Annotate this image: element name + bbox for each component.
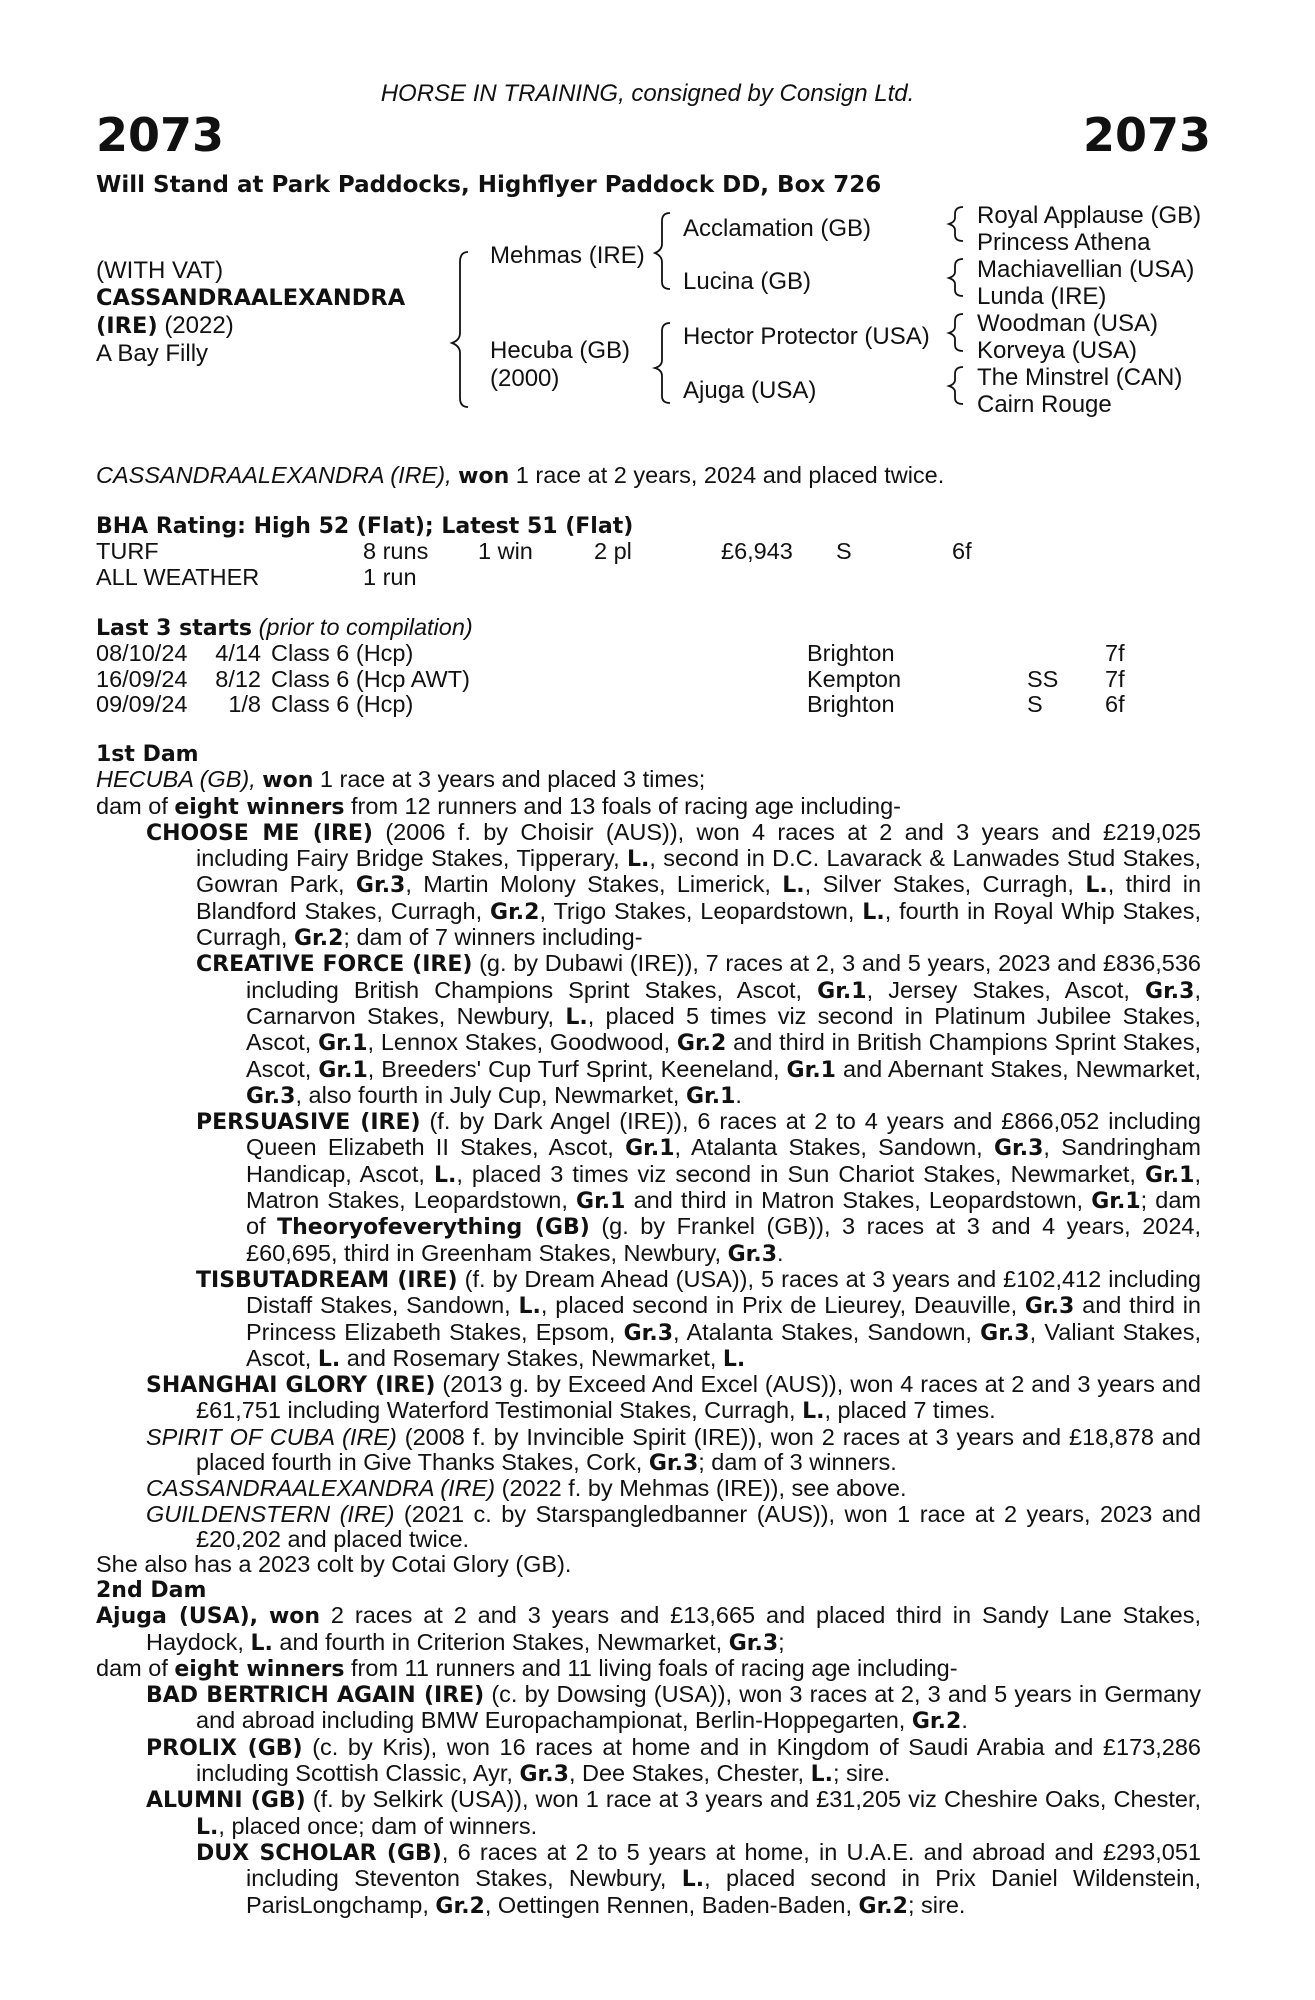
lot-number-left: 2073 — [96, 108, 225, 162]
ss-bracket — [949, 207, 963, 241]
sdd: Lunda (IRE) — [977, 283, 1107, 310]
ddd: Cairn Rouge — [977, 391, 1112, 418]
race-summary: CASSANDRAALEXANDRA (IRE), won 1 race at 2 years, 2024 and placed twice. — [96, 462, 945, 489]
cassandraalexandra-entry: CASSANDRAALEXANDRA (IRE) (2022 f. by Mehmas (IRE)), see above. — [146, 1475, 907, 1502]
dd-bracket — [949, 367, 963, 404]
horse-name: CASSANDRAALEXANDRA — [96, 285, 406, 311]
start-row: 16/09/24 8/12 Class 6 (Hcp AWT) Kempton SS 7f — [96, 665, 1125, 692]
persuasive-entry: PERSUASIVE (IRE) (f. by Dark Angel (IRE)), 6 races at 2 to 4 years and £866,052 including Queen Elizabeth II Stakes, Ascot, Gr.1, Atalanta Stakes, Sandown, Gr.3, Sandringham Handicap, Ascot, L., placed 3 times viz second in Sun Chariot Stakes, Newmarket, Gr.1, Matron Stakes, Leopardstown, Gr.1 and third in Matron Stakes, Leopardstown, Gr.1; dam of Theoryofeverything (GB) (g. by Frankel (GB)), 3 races at 3 and 4 years, 2024, £60,695, third in Greenham Stakes, Newbury, Gr.3. — [196, 1108, 1201, 1267]
stand-location: Will Stand at Park Paddocks, Highflyer Paddock DD, Box 726 — [96, 172, 882, 198]
bad-bertrich-entry: BAD BERTRICH AGAIN (IRE) (c. by Dowsing (USA)), won 3 races at 2, 3 and 5 years in Germany and abroad including BMW Europachampionat, Berlin-Hoppegarten, Gr.2. — [146, 1681, 1201, 1735]
dam-name: Hecuba (GB) — [490, 337, 631, 364]
dds: The Minstrel (CAN) — [977, 364, 1183, 391]
bha-rating: BHA Rating: High 52 (Flat); Latest 51 (Flat) — [96, 514, 634, 539]
guildenstern-entry: GUILDENSTERN (IRE) (2021 c. by Starspangledbanner (AUS)), won 1 race at 2 years, 2023 and £20,202 and placed twice. — [146, 1500, 1201, 1552]
lot-number-right: 2073 — [1082, 108, 1211, 162]
alumni-entry: ALUMNI (GB) (f. by Selkirk (USA)), won 1 race at 3 years and £31,205 viz Cheshire Oaks, Chester, L., placed once; dam of winners. — [146, 1786, 1201, 1840]
choose-me-entry: CHOOSE ME (IRE) (2006 f. by Choisir (AUS)), won 4 races at 2 and 3 years and £219,025 including Fairy Bridge Stakes, Tipperary, L., second in D.C. Lavarack & Lanwades Stud Stakes, Gowran Park, Gr.3, Martin Molony Stakes, Limerick, L., Silver Stakes, Curragh, L., third in Blandford Stakes, Curragh, Gr.2, Trigo Stakes, Leopardstown, L., fourth in Royal Whip Stakes, Curragh, Gr.2; dam of 7 winners including- — [146, 818, 1202, 952]
sire-sire: Acclamation (GB) — [683, 215, 872, 242]
turf-row: TURF 8 runs 1 win 2 pl £6,943 S 6f — [96, 538, 972, 565]
start-row: 08/10/24 4/14 Class 6 (Hcp) Brighton 7f — [96, 640, 1125, 667]
second-dam-section: 2nd Dam Ajuga (USA), won 2 races at 2 and 3 years and £13,665 and placed third in Sandy Lane Stakes, Haydock, L. and fourth in Criterion Stakes, Newmarket, Gr.3; dam of eight winners from 11 runners and 11 living foals of racing age including- BAD BERTRICH AGAIN (IRE) (c. by Dowsing (USA)), won 3 races at 2, 3 and 5 years in Germany and abroad including BMW Europachampionat, Berlin-Hoppegarten, Gr.2. PROLIX (GB) (c. by Kris), won 16 races at home and in Kingdom of Saudi Arabia and £173,286 including Scottish Classic, Ayr, Gr.3, Dee Stakes, Chester, L.; sire. ALUMNI (GB) (f. by Selkirk (USA)), won 1 race at 3 years and £31,205 viz Cheshire Oaks, Chester, L., placed once; dam of winners. DUX SCHOLAR (GB), 6 races at 2 to 5 years at home, in U.A.E. and abroad and £293,051 including Steventon Stakes, Newbury, L., placed second in Prix Daniel Wildenstein, ParisLongchamp, Gr.2, Oettingen Rennen, Baden-Baden, Gr.2; sire. — [96, 1578, 1202, 1919]
second-dam-heading: 2nd Dam — [96, 1578, 207, 1603]
vat-note: (WITH VAT) — [96, 257, 224, 284]
prolix-entry: PROLIX (GB) (c. by Kris), won 16 races at home and in Kingdom of Saudi Arabia and £173,286 including Scottish Classic, Ayr, Gr.3, Dee Stakes, Chester, L.; sire. — [146, 1733, 1201, 1788]
also-note: She also has a 2023 colt by Cotai Glory (GB). — [96, 1551, 572, 1578]
horse-description: A Bay Filly — [96, 340, 209, 367]
first-dam-section: 1st Dam HECUBA (GB), won 1 race at 3 years and placed 3 times; dam of eight winners from 12 runners and 13 foals of racing age including- CHOOSE ME (IRE) (2006 f. by Choisir (AUS)), won 4 races at 2 and 3 years and £219,025 including Fairy Bridge Stakes, Tipperary, L., second in D.C. Lavarack & Lanwades Stud Stakes, Gowran Park, Gr.3, Martin Molony Stakes, Limerick, L., Silver Stakes, Curragh, L., third in Blandford Stakes, Curragh, Gr.2, Trigo Stakes, Leopardstown, L., fourth in Royal Whip Stakes, Curragh, Gr.2; dam of 7 winners including- CREATIVE FORCE (IRE) (g. by Dubawi (IRE)), 7 races at 2, 3 and 5 years, 2023 and £836,536 including British Champions Sprint Stakes, Ascot, Gr.1, Jersey Stakes, Ascot, Gr.3, Carnarvon Stakes, Newbury, L., placed 5 times viz second in Platinum Jubilee Stakes, Ascot, Gr.1, Lennox Stakes, Goodwood, Gr.2 and third in British Champions Sprint Stakes, Ascot, Gr.1, Breeders' Cup Turf Sprint, Keeneland, Gr.1 and Abernant Stakes, Newmarket, Gr.3, also fourth in July Cup, Newmarket, Gr.1. PERSUASIVE (IRE) (f. by Dark Angel (IRE)), 6 races at 2 to 4 years and £866,052 including Queen Elizabeth II Stakes, Ascot, Gr.1, Atalanta Stakes, Sandown, Gr.3, Sandringham Handicap, Ascot, L., placed 3 times viz second in Sun Chariot Stakes, Newmarket, Gr.1, Matron Stakes, Leopardstown, Gr.1 and third in Matron Stakes, Leopardstown, Gr.1; dam of Theoryofeverything (GB) (g. by Frankel (GB)), 3 races at 3 and 4 years, 2024, £60,695, third in Greenham Stakes, Newbury, Gr.3. TISBUTADREAM (IRE) (f. by Dream Ahead (USA)), 5 races at 3 years and £102,412 including Distaff Stakes, Sandown, L., placed second in Prix de Lieurey, Deauville, Gr.3 and third in Princess Elizabeth Stakes, Epsom, Gr.3, Atalanta Stakes, Sandown, Gr.3, Valiant Stakes, Ascot, L. and Rosemary Stakes, Newmarket, L. SHANGHAI GLORY (IRE) (2013 g. by Exceed And Excel (AUS)), won 4 races at 2 and 3 years and £61,751 including Waterford Testimonial Stakes, Curragh, L., placed 7 times. SPIRIT OF CUBA (IRE) (2008 f. by Invincible Spirit (IRE)), won 2 races at 3 years and £18,878 and placed fourth in Give Thanks Stakes, Cork, Gr.3; dam of 3 winners. CASSANDRAALEXANDRA (IRE) (2022 f. by Mehmas (IRE)), see above. GUILDENSTERN (IRE) (2021 c. by Starspangledbanner (AUS)), won 1 race at 2 years, 2023 and £20,202 and placed twice. She also has a 2023 colt by Cotai Glory (GB). — [96, 742, 1202, 1578]
ds-bracket — [949, 314, 963, 351]
horse-year: (2022) — [164, 312, 234, 339]
ssd: Princess Athena — [977, 229, 1151, 256]
dam-year: (2000) — [490, 365, 560, 392]
first-dam-heading: 1st Dam — [96, 742, 199, 767]
sd-bracket — [949, 259, 963, 296]
dsd: Korveya (USA) — [977, 337, 1138, 364]
rating-block — [96, 514, 1201, 590]
ajuga-entry: Ajuga (USA), won 2 races at 2 and 3 years and £13,665 and placed third in Sandy Lane Stakes, Haydock, L. and fourth in Criterion Stakes, Newmarket, Gr.3; — [96, 1602, 1202, 1656]
last-starts-table — [96, 641, 1125, 717]
horse-country: (IRE) — [96, 313, 158, 339]
aw-row: ALL WEATHER 1 run — [96, 563, 417, 590]
dam-sire: Hector Protector (USA) — [683, 323, 930, 350]
dam-bracket — [655, 323, 670, 403]
sds: Machiavellian (USA) — [977, 256, 1195, 283]
sire: Mehmas (IRE) — [490, 242, 645, 269]
dux-scholar-entry: DUX SCHOLAR (GB), 6 races at 2 to 5 years at home, in U.A.E. and abroad and £293,051 including Steventon Stakes, Newbury, L., placed second in Prix Daniel Wildenstein, ParisLongchamp, Gr.2, Oettingen Rennen, Baden-Baden, Gr.2; sire. — [196, 1838, 1201, 1919]
dam-dam: Ajuga (USA) — [683, 377, 817, 404]
shanghai-glory-entry: SHANGHAI GLORY (IRE) (2013 g. by Exceed And Excel (AUS)), won 4 races at 2 and 3 years and £61,751 including Waterford Testimonial Stakes, Curragh, L., placed 7 times. — [146, 1371, 1201, 1425]
dss: Woodman (USA) — [977, 310, 1158, 337]
last-starts: Last 3 starts (prior to compilation) 08/10/24 4/14 Class 6 (Hcp) Brighton 7f 16/09/24 8/12 Class 6 (Hcp AWT) Kempton SS 7f 09/09/24 1/8 Class 6 (Hcp) Brighton S 6f — [96, 614, 1125, 717]
consignor-subtitle: HORSE IN TRAINING, consigned by Consign Ltd. — [380, 80, 915, 107]
sire-bracket — [655, 213, 670, 289]
dam-sire-bracket — [452, 252, 468, 407]
sss: Royal Applause (GB) — [977, 202, 1202, 229]
sire-dam: Lucina (GB) — [683, 268, 812, 295]
start-row: 09/09/24 1/8 Class 6 (Hcp) Brighton S 6f — [96, 690, 1125, 717]
surface-stats — [96, 539, 972, 590]
creative-force-entry: CREATIVE FORCE (IRE) (g. by Dubawi (IRE)), 7 races at 2, 3 and 5 years, 2023 and £836,536 including British Champions Sprint Stakes, Ascot, Gr.1, Jersey Stakes, Ascot, Gr.3, Carnarvon Stakes, Newbury, L., placed 5 times viz second in Platinum Jubilee Stakes, Ascot, Gr.1, Lennox Stakes, Goodwood, Gr.2 and third in British Champions Sprint Stakes, Ascot, Gr.1, Breeders' Cup Turf Sprint, Keeneland, Gr.1 and Abernant Stakes, Newmarket, Gr.3, also fourth in July Cup, Newmarket, Gr.1. — [196, 950, 1202, 1109]
spirit-of-cuba-entry: SPIRIT OF CUBA (IRE) (2008 f. by Invincible Spirit (IRE)), won 2 races at 3 years and £18,878 and placed fourth in Give Thanks Stakes, Cork, Gr.3; dam of 3 winners. — [146, 1423, 1201, 1477]
tisbutadream-entry: TISBUTADREAM (IRE) (f. by Dream Ahead (USA)), 5 races at 3 years and £102,412 including Distaff Stakes, Sandown, L., placed second in Prix de Lieurey, Deauville, Gr.3 and third in Princess Elizabeth Stakes, Epsom, Gr.3, Atalanta Stakes, Sandown, Gr.3, Valiant Stakes, Ascot, L. and Rosemary Stakes, Newmarket, L. — [196, 1265, 1201, 1372]
